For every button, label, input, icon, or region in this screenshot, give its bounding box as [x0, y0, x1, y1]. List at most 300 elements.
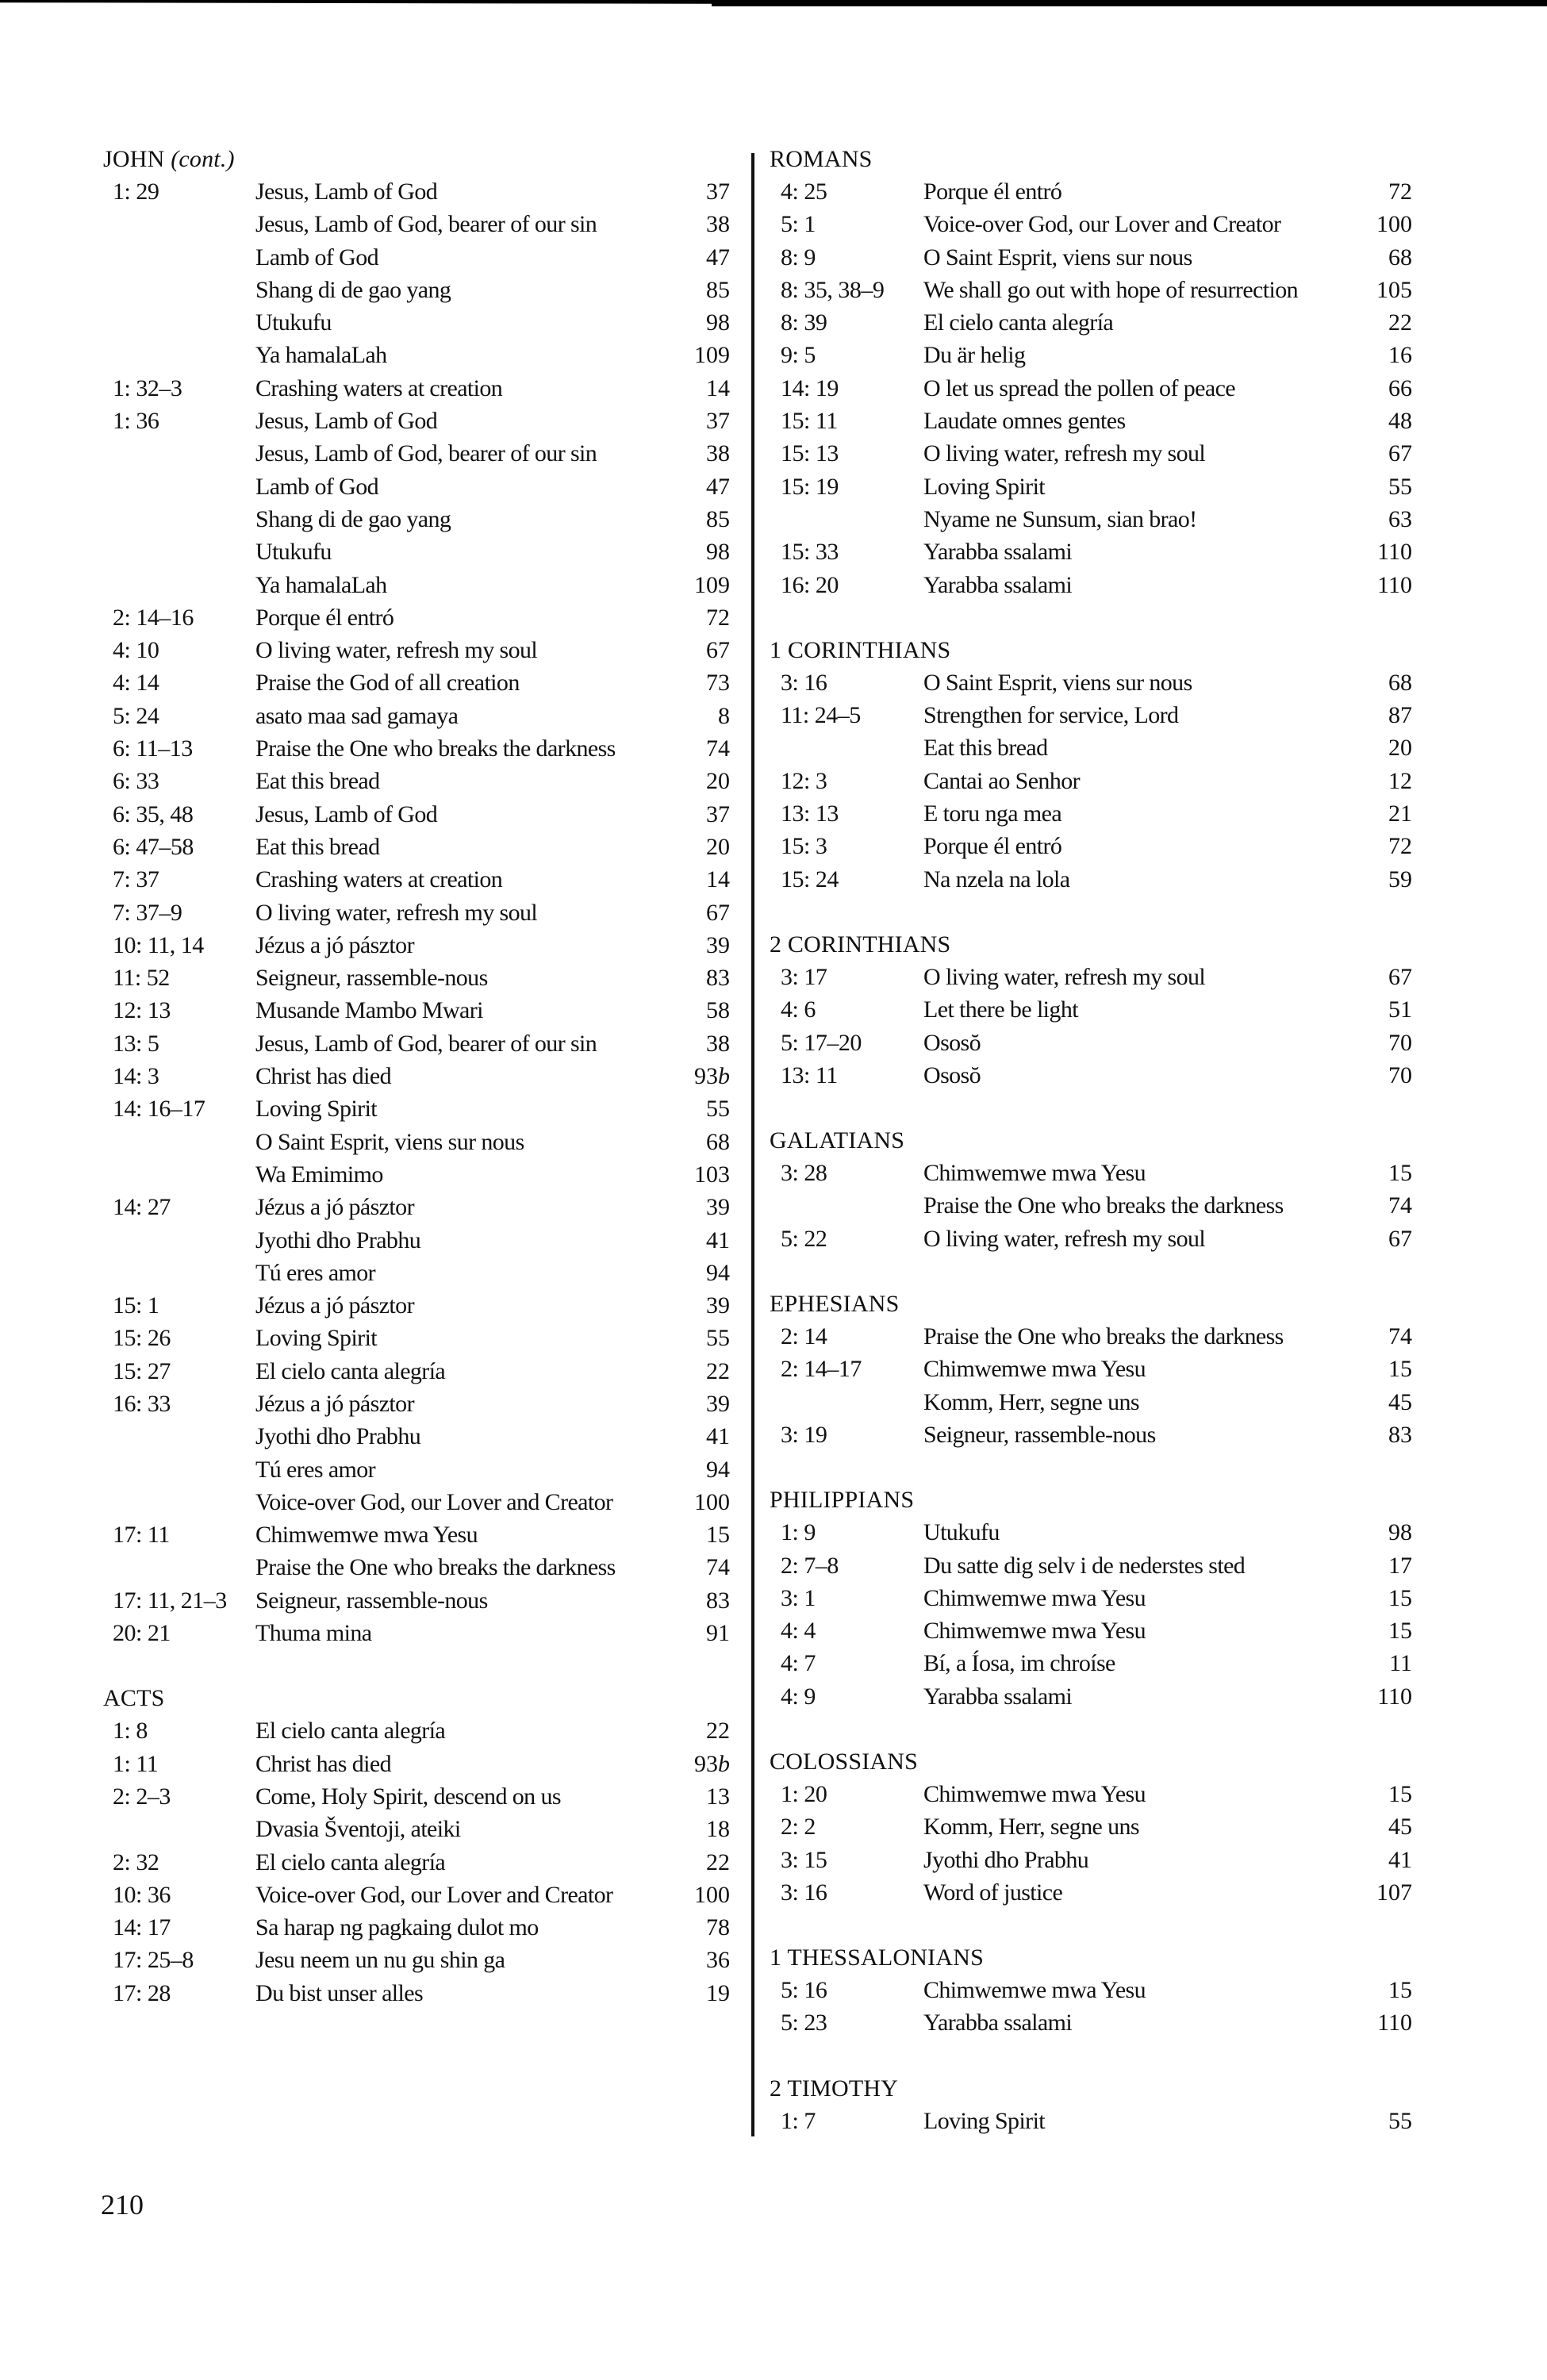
index-entry [103, 208, 730, 240]
index-entry [103, 569, 730, 601]
index-entry [770, 797, 1412, 830]
scripture-reference [770, 1386, 923, 1418]
hymn-number-value: 98 [706, 539, 730, 566]
hymn-title: Thuma mina [255, 1620, 372, 1647]
hymn-title: Bí, a Íosa, im chroíse [923, 1650, 1115, 1677]
hymn-number-value: 51 [1388, 996, 1412, 1023]
index-entry [103, 1322, 730, 1354]
index-entry [770, 1647, 1412, 1679]
scripture-reference [103, 569, 255, 601]
index-entry [770, 765, 1412, 797]
hymn-number-value: 22 [706, 1848, 730, 1875]
hymn-number-value: 100 [694, 1488, 730, 1515]
hymn-title: Loving Spirit [923, 473, 1046, 500]
index-entry [103, 470, 730, 503]
hymn-number-value: 15 [1388, 1356, 1412, 1383]
hymn-number-value: 100 [694, 1881, 730, 1908]
hymn-number [1357, 1974, 1412, 2006]
hymn-title: Loving Spirit [255, 1096, 378, 1123]
hymn-title: Porque él entró [923, 833, 1062, 860]
hymn-number-value: 18 [706, 1816, 730, 1843]
scripture-reference: 8: 35, 38–9 [781, 276, 885, 303]
hymn-number [1357, 569, 1412, 601]
scripture-reference: 13: 13 [781, 800, 839, 827]
scripture-reference: 4: 6 [781, 996, 816, 1023]
scripture-reference: 16: 33 [113, 1390, 171, 1417]
hymn-number [1357, 1680, 1412, 1713]
index-entry [770, 1027, 1412, 1059]
scripture-reference: 5: 17–20 [781, 1029, 862, 1056]
hymn-title: Jézus a jó pásztor [255, 1390, 414, 1417]
hymn-number-value: 107 [1376, 1879, 1412, 1906]
scripture-reference [103, 1158, 255, 1191]
hymn-number [1357, 503, 1412, 536]
book-section [770, 143, 1412, 601]
index-entry [770, 1189, 1412, 1222]
index-entry [103, 700, 730, 732]
scripture-reference [103, 437, 255, 470]
index-entry [103, 1158, 730, 1191]
hymn-number [682, 1977, 730, 2010]
index-entry [103, 241, 730, 274]
hymn-number [1357, 1027, 1412, 1059]
index-entry [103, 1518, 730, 1551]
scripture-reference: 3: 15 [781, 1846, 827, 1873]
scripture-reference: 1: 8 [113, 1718, 148, 1745]
entry-list [770, 961, 1412, 1092]
hymn-number [682, 1322, 730, 1354]
hymn-number-value: 67 [706, 637, 730, 664]
hymn-title: Du är helig [923, 342, 1026, 369]
book-name: GALATIANS [770, 1127, 905, 1154]
entry-list [770, 175, 1412, 601]
hymn-number [1357, 1647, 1412, 1679]
hymn-number-value: 15 [1388, 1618, 1412, 1645]
scripture-reference: 6: 35, 48 [113, 800, 194, 827]
hymn-title: Voice-over God, our Lover and Creator [255, 1881, 613, 1908]
hymn-number [1357, 1516, 1412, 1549]
hymn-number [1357, 1157, 1412, 1189]
index-entry [103, 175, 730, 208]
scripture-reference: 15: 33 [781, 539, 839, 566]
scripture-reference: 5: 23 [781, 2010, 827, 2036]
scripture-reference [103, 1813, 255, 1845]
hymn-number [1357, 1778, 1412, 1810]
hymn-title: Yarabba ssalami [923, 1683, 1073, 1710]
hymn-number [1357, 274, 1412, 306]
hymn-number [1357, 666, 1412, 699]
hymn-number [1357, 1614, 1412, 1647]
index-entry [103, 1977, 730, 2010]
scripture-reference: 12: 13 [113, 997, 171, 1024]
index-entry [103, 929, 730, 962]
scripture-reference: 3: 16 [781, 669, 827, 696]
hymn-title: Jesus, Lamb of God, bearer of our sin [255, 440, 597, 467]
hymn-number [1357, 2006, 1412, 2039]
hymn-number [682, 1092, 730, 1125]
hymn-number [1357, 208, 1412, 240]
hymn-title: El cielo canta alegría [255, 1848, 446, 1875]
scripture-reference: 15: 13 [781, 440, 839, 467]
hymn-number-value: 94 [706, 1259, 730, 1286]
hymn-title: Praise the One who breaks the darkness [255, 735, 616, 762]
book-name: ACTS [103, 1685, 165, 1712]
index-entry [770, 830, 1412, 862]
hymn-title: Let there be light [923, 996, 1078, 1023]
hymn-title: Tú eres amor [255, 1259, 376, 1286]
scripture-reference: 5: 16 [781, 1977, 827, 2004]
scripture-reference: 4: 14 [113, 670, 159, 697]
index-entry [770, 1974, 1412, 2006]
scripture-reference: 11: 52 [113, 965, 170, 992]
hymn-number-value: 93 [694, 1063, 718, 1090]
hymn-title: Voice-over God, our Lover and Creator [255, 1488, 613, 1515]
scripture-reference [103, 241, 255, 274]
hymn-number-value: 20 [1388, 735, 1412, 762]
index-entry [770, 1223, 1412, 1255]
hymn-number-value: 39 [706, 931, 730, 958]
scripture-reference [103, 274, 255, 306]
index-entry [770, 241, 1412, 274]
index-entry [103, 1388, 730, 1420]
scripture-reference: 17: 25–8 [113, 1947, 194, 1974]
hymn-number [682, 1617, 730, 1649]
hymn-number-value: 45 [1388, 1388, 1412, 1415]
index-entry [770, 699, 1412, 731]
book-name: 1 CORINTHIANS [770, 636, 951, 663]
scripture-reference: 17: 11, 21–3 [113, 1587, 227, 1614]
scripture-reference: 5: 1 [781, 211, 816, 238]
entry-list [770, 1974, 1412, 2040]
hymn-number-value: 68 [1388, 244, 1412, 271]
hymn-number [682, 1879, 730, 1911]
scripture-reference: 17: 28 [113, 1979, 171, 2006]
hymn-number-value: 15 [706, 1522, 730, 1549]
hymn-title: Yarabba ssalami [923, 571, 1073, 598]
entry-list [103, 1714, 730, 2010]
index-entry [103, 1551, 730, 1583]
hymn-number [682, 1780, 730, 1813]
scripture-reference: 15: 27 [113, 1357, 171, 1384]
book-heading [770, 1484, 1412, 1516]
hymn-number [682, 962, 730, 994]
hymn-number [1357, 175, 1412, 208]
hymn-title: Ya hamalaLah [255, 342, 387, 369]
hymn-number [682, 1518, 730, 1551]
hymn-title: Come, Holy Spirit, descend on us [255, 1783, 561, 1810]
hymn-title: Seigneur, rassemble-nous [923, 1421, 1156, 1448]
hymn-number [1357, 1386, 1412, 1418]
book-name: EPHESIANS [770, 1291, 900, 1318]
hymn-title: Musande Mambo Mwari [255, 997, 483, 1024]
hymn-title: O living water, refresh my soul [255, 637, 538, 664]
hymn-number [1357, 961, 1412, 993]
hymn-title: Crashing waters at creation [255, 374, 503, 401]
hymn-title: El cielo canta alegría [923, 309, 1114, 336]
hymn-title: Sa harap ng pagkaing dulot mo [255, 1914, 539, 1941]
hymn-title: Chimwemwe mwa Yesu [923, 1780, 1146, 1807]
scripture-reference: 2: 14–17 [781, 1356, 862, 1383]
hymn-title: Porque él entró [255, 604, 394, 631]
scripture-reference [103, 536, 255, 568]
index-entry [103, 1780, 730, 1813]
scripture-reference: 6: 11–13 [113, 735, 193, 762]
hymn-title: Na nzela na lola [923, 866, 1070, 892]
hymn-number-value: 41 [1388, 1846, 1412, 1873]
hymn-number [1357, 1223, 1412, 1255]
index-entry [103, 1224, 730, 1257]
hymn-number [682, 1027, 730, 1060]
hymn-number-value: 55 [706, 1096, 730, 1123]
index-entry [103, 1813, 730, 1845]
scripture-reference: 20: 21 [113, 1620, 171, 1647]
scripture-reference: 1: 29 [113, 178, 159, 205]
scripture-reference: 17: 11 [113, 1522, 170, 1549]
book-name: PHILIPPIANS [770, 1487, 915, 1514]
scripture-reference: 3: 19 [781, 1421, 827, 1448]
index-entry [103, 1846, 730, 1879]
hymn-number [1357, 1059, 1412, 1092]
hymn-number-value: 74 [706, 1554, 730, 1581]
hymn-number [682, 1714, 730, 1747]
hymn-number-value: 105 [1376, 276, 1412, 303]
scripture-reference [103, 1224, 255, 1257]
hymn-number-value: 22 [1388, 309, 1412, 336]
hymn-title: Jesus, Lamb of God [255, 408, 438, 435]
index-entry [103, 405, 730, 437]
hymn-number-value: 20 [706, 768, 730, 795]
hymn-number [682, 929, 730, 962]
hymn-number-value: 15 [1388, 1160, 1412, 1187]
index-entry [770, 175, 1412, 208]
hymn-number-value: 14 [706, 866, 730, 893]
hymn-number [682, 1486, 730, 1518]
scripture-reference: 5: 24 [113, 702, 159, 729]
hymn-number [682, 732, 730, 765]
hymn-number [682, 994, 730, 1027]
scripture-reference [103, 503, 255, 536]
hymn-title: Praise the One who breaks the darkness [255, 1554, 616, 1581]
hymn-number-value: 87 [1388, 702, 1412, 729]
hymn-number [1357, 863, 1412, 896]
book-heading [103, 143, 730, 175]
index-entry [103, 765, 730, 797]
hymn-title: Jesus, Lamb of God, bearer of our sin [255, 1030, 597, 1057]
scripture-reference: 2: 14–16 [113, 604, 194, 631]
book-heading [770, 928, 1412, 961]
hymn-number-value: 36 [706, 1947, 730, 1974]
index-entry [770, 1157, 1412, 1189]
hymn-number-value: 59 [1388, 866, 1412, 892]
hymn-number-value: 67 [1388, 1225, 1412, 1252]
index-entry [770, 503, 1412, 536]
scripture-reference: 8: 39 [781, 309, 827, 336]
scripture-reference: 3: 16 [781, 1879, 827, 1906]
hymn-number-value: 37 [706, 800, 730, 827]
hymn-number-value: 58 [706, 997, 730, 1024]
hymn-title: Jesus, Lamb of God [255, 178, 438, 205]
scripture-reference: 15: 3 [781, 833, 827, 860]
book-heading [103, 1682, 730, 1714]
hymn-number [1357, 1549, 1412, 1582]
book-section [103, 1682, 730, 2010]
entry-list [770, 2105, 1412, 2137]
index-entry [770, 274, 1412, 306]
hymn-title: Nyame ne Sunsum, sian brao! [923, 505, 1197, 532]
hymn-title: Yarabba ssalami [923, 539, 1073, 566]
hymn-title: Chimwemwe mwa Yesu [923, 1584, 1146, 1611]
hymn-number [682, 1911, 730, 1944]
hymn-number [682, 666, 730, 699]
scripture-reference: 2: 14 [781, 1323, 827, 1350]
hymn-number-value: 37 [706, 408, 730, 435]
index-entry [770, 961, 1412, 993]
hymn-number-value: 39 [706, 1390, 730, 1417]
hymn-number-value: 110 [1377, 571, 1412, 598]
hymn-number-value: 109 [694, 342, 730, 369]
hymn-title: Crashing waters at creation [255, 866, 503, 893]
index-entry [770, 569, 1412, 601]
hymn-title: Shang di de gao yang [255, 276, 451, 303]
hymn-number-value: 110 [1377, 2010, 1412, 2036]
hymn-title: Chimwemwe mwa Yesu [255, 1522, 478, 1549]
hymn-number [682, 1551, 730, 1583]
index-entry [103, 536, 730, 568]
hymn-number-value: 16 [1388, 342, 1412, 369]
hymn-number [682, 1388, 730, 1420]
hymn-number-value: 103 [694, 1161, 730, 1188]
hymn-title: Tú eres amor [255, 1456, 376, 1483]
scripture-reference [770, 1189, 923, 1222]
hymn-number-value: 100 [1376, 211, 1412, 238]
hymn-number [1357, 1418, 1412, 1451]
scripture-reference: 4: 10 [113, 637, 159, 664]
hymn-title: Yarabba ssalami [923, 2010, 1073, 2036]
hymn-title: Word of justice [923, 1879, 1063, 1906]
hymn-title: Utukufu [255, 309, 332, 336]
index-entry [103, 831, 730, 863]
page-number: 210 [101, 2189, 144, 2221]
index-entry [770, 993, 1412, 1026]
hymn-title: Loving Spirit [255, 1325, 378, 1352]
hymn-number [1357, 830, 1412, 862]
scripture-reference: 11: 24–5 [781, 702, 861, 729]
index-entry [103, 306, 730, 339]
hymn-number-value: 67 [1388, 963, 1412, 990]
index-entry [770, 1614, 1412, 1647]
hymn-number-value: 15 [1388, 1977, 1412, 2004]
hymn-title: O living water, refresh my soul [255, 899, 538, 926]
index-entry [770, 666, 1412, 699]
hymn-number-value: 8 [718, 702, 730, 729]
book-heading [770, 1745, 1412, 1778]
hymn-number [682, 470, 730, 503]
hymn-number [682, 536, 730, 568]
hymn-number [682, 1944, 730, 1976]
hymn-title: Porque él entró [923, 178, 1062, 205]
scripture-reference: 15: 11 [781, 408, 838, 435]
hymn-number [1357, 536, 1412, 568]
hymn-number-value: 72 [706, 604, 730, 631]
hymn-title: O Saint Esprit, viens sur nous [255, 1128, 524, 1155]
hymn-number-value: 70 [1388, 1061, 1412, 1088]
hymn-number-value: 12 [1388, 767, 1412, 794]
index-entry [103, 1027, 730, 1060]
scripture-reference: 16: 20 [781, 571, 839, 598]
hymn-number [682, 1584, 730, 1617]
scripture-reference: 1: 36 [113, 408, 159, 435]
hymn-number [682, 1289, 730, 1322]
book-heading [770, 143, 1412, 175]
hymn-title: Jesus, Lamb of God, bearer of our sin [255, 211, 597, 238]
hymn-number [682, 175, 730, 208]
scripture-reference: 2: 2–3 [113, 1783, 171, 1810]
scan-edge-bar [0, 0, 1547, 6]
scripture-reference [103, 339, 255, 371]
hymn-number [682, 1191, 730, 1223]
index-entry [770, 372, 1412, 405]
book-heading [770, 2072, 1412, 2105]
hymn-number-value: 72 [1388, 833, 1412, 860]
hymn-number [682, 896, 730, 929]
hymn-number-value: 74 [1388, 1192, 1412, 1219]
hymn-number [1357, 1320, 1412, 1353]
hymn-number [1357, 993, 1412, 1026]
hymn-number-value: 38 [706, 440, 730, 467]
index-entry [770, 2006, 1412, 2039]
hymn-number [682, 765, 730, 797]
book-section [770, 1745, 1412, 1909]
column-divider [751, 153, 754, 2136]
hymn-number-value: 55 [1388, 2107, 1412, 2134]
hymn-title: Ososŏ [923, 1061, 981, 1088]
scripture-reference [103, 1453, 255, 1486]
index-entry [770, 1680, 1412, 1713]
hymn-number-value: 20 [706, 833, 730, 860]
hymn-number [682, 569, 730, 601]
scripture-reference: 15: 26 [113, 1325, 171, 1352]
hymn-number [1357, 372, 1412, 405]
book-name: COLOSSIANS [770, 1748, 919, 1775]
hymn-number-value: 78 [706, 1914, 730, 1941]
scripture-reference [103, 1486, 255, 1518]
scripture-reference: 15: 1 [113, 1292, 159, 1319]
scripture-reference: 4: 4 [781, 1618, 816, 1645]
hymn-title: Jyothi dho Prabhu [255, 1423, 421, 1450]
index-entry [770, 1876, 1412, 1909]
hymn-number-value: 110 [1377, 539, 1412, 566]
index-entry [770, 2105, 1412, 2137]
continued-label: (cont.) [171, 146, 235, 172]
index-entry [103, 863, 730, 896]
hymn-number-value: 70 [1388, 1029, 1412, 1056]
hymn-number-value: 94 [706, 1456, 730, 1483]
hymn-number [1357, 2105, 1412, 2137]
hymn-number-value: 83 [1388, 1421, 1412, 1448]
index-entry [103, 1126, 730, 1158]
hymn-number-value: 110 [1377, 1683, 1412, 1710]
hymn-number-value: 37 [706, 178, 730, 205]
hymn-number [1357, 1844, 1412, 1876]
index-entry [770, 437, 1412, 470]
hymn-number-value: 91 [706, 1620, 730, 1647]
hymn-number [1357, 765, 1412, 797]
hymn-number [682, 339, 730, 371]
hymn-title: O living water, refresh my soul [923, 1225, 1206, 1252]
index-entry [103, 372, 730, 405]
index-entry [770, 1778, 1412, 1810]
hymn-title: El cielo canta alegría [255, 1357, 446, 1384]
